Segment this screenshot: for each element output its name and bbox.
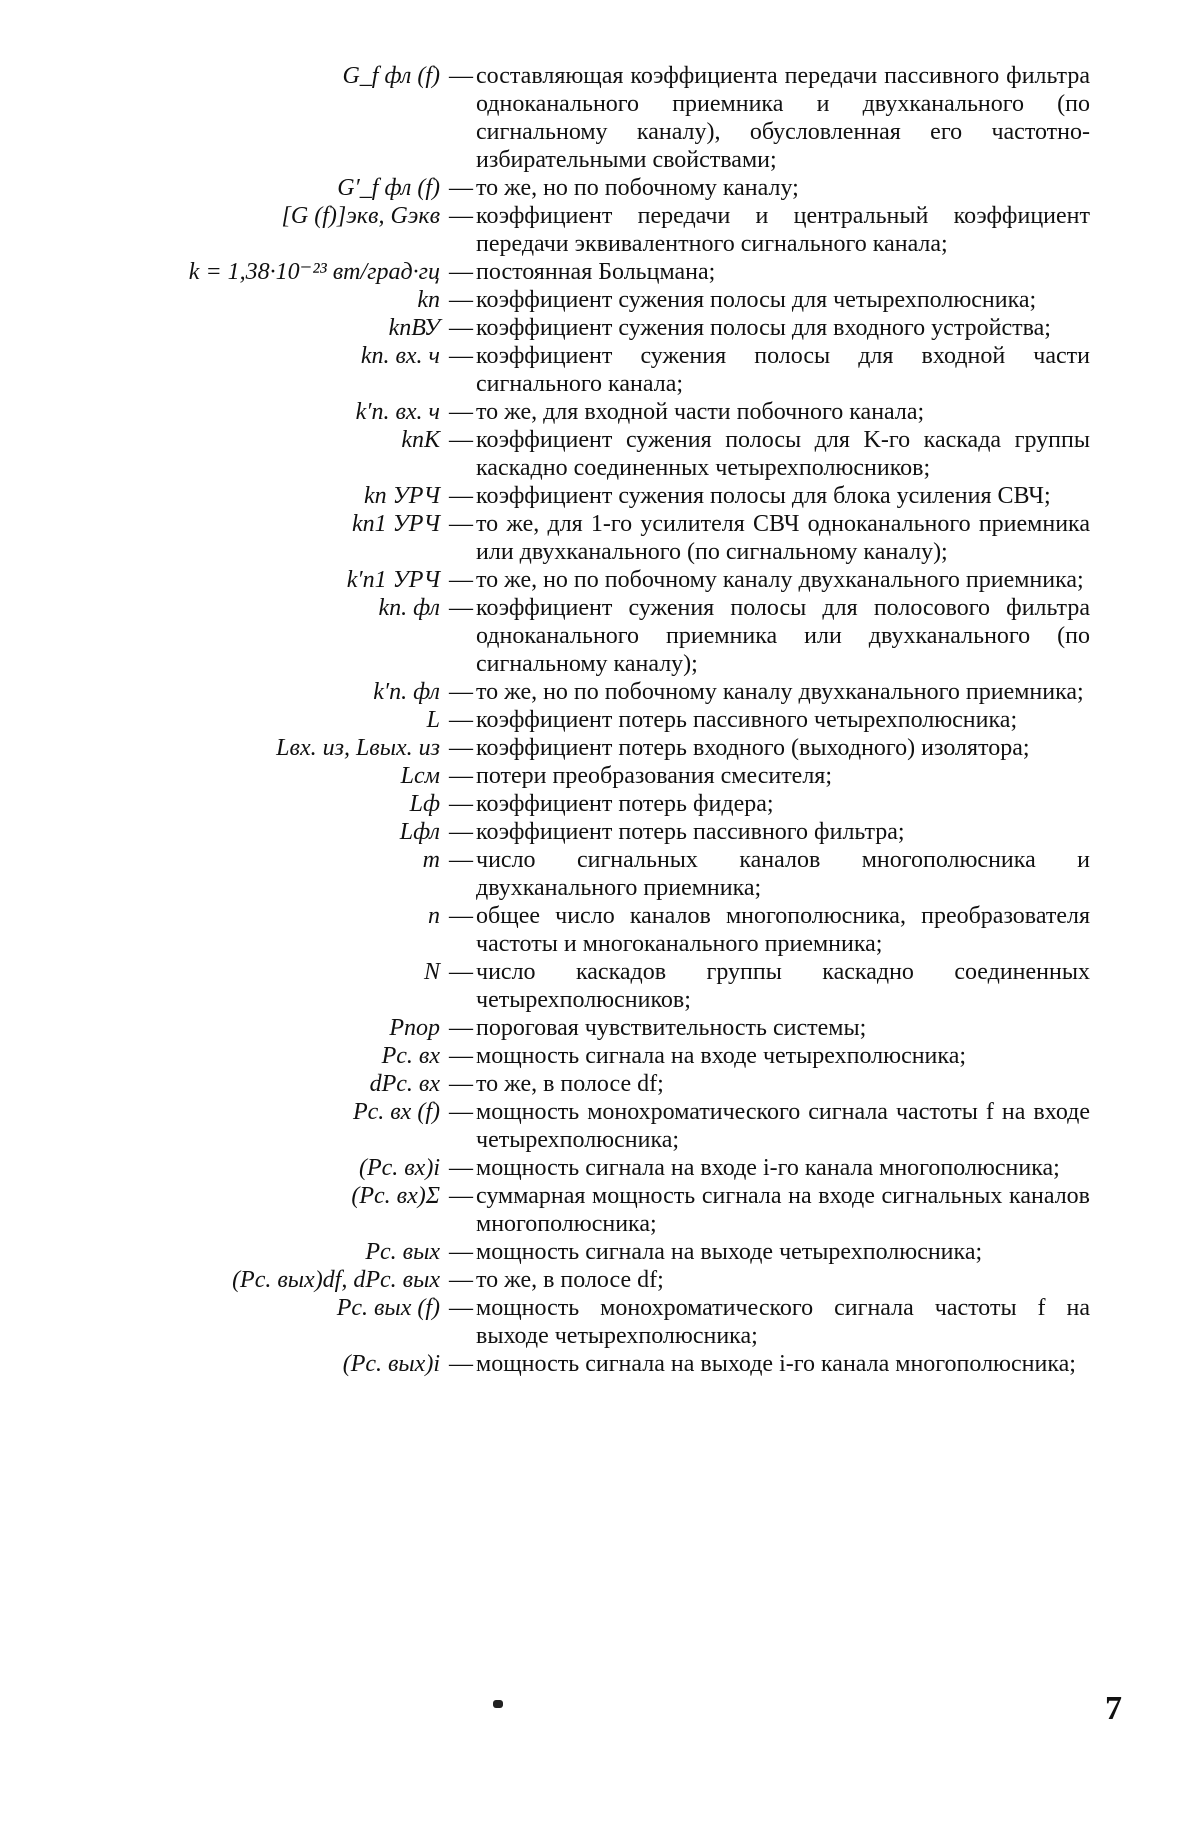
glossary-term: kп bbox=[150, 286, 446, 314]
glossary-entry bbox=[150, 1098, 1110, 1154]
glossary-description: составляющая коэффициента передачи пассивного фильтра одноканального приемника и двухканального (по сигнальному каналу), обусловленная его частотно-избирательными свойствами; bbox=[476, 62, 1110, 174]
glossary-term: L bbox=[150, 706, 446, 734]
em-dash: — bbox=[446, 398, 476, 426]
glossary-description: мощность монохроматического сигнала частоты f на выходе четырехполюсника; bbox=[476, 1294, 1110, 1350]
glossary-term: kпK bbox=[150, 426, 446, 454]
glossary-entry bbox=[150, 1042, 1110, 1070]
glossary-description: суммарная мощность сигнала на входе сигнальных каналов многополюсника; bbox=[476, 1182, 1110, 1238]
glossary-term: [G (f)]экв, Gэкв bbox=[150, 202, 446, 230]
em-dash: — bbox=[446, 762, 476, 790]
symbol-glossary bbox=[150, 62, 1110, 1378]
glossary-entry bbox=[150, 398, 1110, 426]
em-dash: — bbox=[446, 286, 476, 314]
em-dash: — bbox=[446, 62, 476, 90]
glossary-entry bbox=[150, 1154, 1110, 1182]
em-dash: — bbox=[446, 202, 476, 230]
glossary-description: то же, для входной части побочного канала; bbox=[476, 398, 1110, 426]
glossary-description: коэффициент сужения полосы для K-го каскада группы каскадно соединенных четырехполюсников; bbox=[476, 426, 1110, 482]
glossary-entry bbox=[150, 1238, 1110, 1266]
glossary-term: Pс. вых (f) bbox=[150, 1294, 446, 1322]
glossary-entry bbox=[150, 342, 1110, 398]
em-dash: — bbox=[446, 734, 476, 762]
glossary-term: m bbox=[150, 846, 446, 874]
em-dash: — bbox=[446, 1294, 476, 1322]
glossary-entry bbox=[150, 1182, 1110, 1238]
em-dash: — bbox=[446, 1350, 476, 1378]
glossary-entry bbox=[150, 678, 1110, 706]
glossary-description: постоянная Больцмана; bbox=[476, 258, 1110, 286]
em-dash: — bbox=[446, 594, 476, 622]
glossary-term: kп УРЧ bbox=[150, 482, 446, 510]
em-dash: — bbox=[446, 566, 476, 594]
glossary-term: n bbox=[150, 902, 446, 930]
glossary-entry bbox=[150, 314, 1110, 342]
glossary-description: общее число каналов многополюсника, преобразователя частоты и многоканального приемника; bbox=[476, 902, 1110, 958]
glossary-entry bbox=[150, 174, 1110, 202]
glossary-term: Pс. вх (f) bbox=[150, 1098, 446, 1126]
glossary-description: коэффициент сужения полосы для входного устройства; bbox=[476, 314, 1110, 342]
glossary-term: Lвх. из, Lвых. из bbox=[150, 734, 446, 762]
glossary-entry bbox=[150, 594, 1110, 678]
glossary-term: kпВУ bbox=[150, 314, 446, 342]
glossary-description: то же, но по побочному каналу двухканального приемника; bbox=[476, 678, 1110, 706]
glossary-term: (Pс. вх)i bbox=[150, 1154, 446, 1182]
glossary-term: Lфл bbox=[150, 818, 446, 846]
em-dash: — bbox=[446, 174, 476, 202]
glossary-entry bbox=[150, 426, 1110, 482]
em-dash: — bbox=[446, 1266, 476, 1294]
glossary-term: Pс. вых bbox=[150, 1238, 446, 1266]
glossary-description: то же, для 1-го усилителя СВЧ одноканального приемника или двухканального (по сигнальному каналу); bbox=[476, 510, 1110, 566]
glossary-term: (Pс. вых)i bbox=[150, 1350, 446, 1378]
em-dash: — bbox=[446, 790, 476, 818]
em-dash: — bbox=[446, 1070, 476, 1098]
glossary-term: Lсм bbox=[150, 762, 446, 790]
glossary-term: G_f фл (f) bbox=[150, 62, 446, 90]
glossary-entry bbox=[150, 62, 1110, 174]
glossary-description: коэффициент передачи и центральный коэффициент передачи эквивалентного сигнального канала; bbox=[476, 202, 1110, 258]
em-dash: — bbox=[446, 342, 476, 370]
glossary-description: число сигнальных каналов многополюсника и двухканального приемника; bbox=[476, 846, 1110, 902]
page-number: 7 bbox=[1105, 1690, 1122, 1728]
glossary-term: kп. фл bbox=[150, 594, 446, 622]
glossary-entry bbox=[150, 1014, 1110, 1042]
em-dash: — bbox=[446, 846, 476, 874]
em-dash: — bbox=[446, 258, 476, 286]
glossary-entry bbox=[150, 958, 1110, 1014]
em-dash: — bbox=[446, 1182, 476, 1210]
glossary-term: kп. вх. ч bbox=[150, 342, 446, 370]
glossary-description: коэффициент сужения полосы для четырехполюсника; bbox=[476, 286, 1110, 314]
document-page bbox=[0, 0, 1200, 1846]
em-dash: — bbox=[446, 818, 476, 846]
glossary-entry bbox=[150, 286, 1110, 314]
glossary-description: мощность сигнала на выходе четырехполюсника; bbox=[476, 1238, 1110, 1266]
glossary-entry bbox=[150, 1294, 1110, 1350]
glossary-term: G′_f фл (f) bbox=[150, 174, 446, 202]
glossary-entry bbox=[150, 510, 1110, 566]
em-dash: — bbox=[446, 482, 476, 510]
glossary-description: коэффициент потерь пассивного фильтра; bbox=[476, 818, 1110, 846]
glossary-term: Lф bbox=[150, 790, 446, 818]
glossary-description: мощность сигнала на выходе i-го канала многополюсника; bbox=[476, 1350, 1110, 1378]
glossary-description: число каскадов группы каскадно соединенных четырехполюсников; bbox=[476, 958, 1110, 1014]
glossary-description: коэффициент потерь пассивного четырехполюсника; bbox=[476, 706, 1110, 734]
em-dash: — bbox=[446, 314, 476, 342]
glossary-term: (Pс. вх)Σ bbox=[150, 1182, 446, 1210]
em-dash: — bbox=[446, 1238, 476, 1266]
glossary-entry bbox=[150, 566, 1110, 594]
glossary-description: пороговая чувствительность системы; bbox=[476, 1014, 1110, 1042]
em-dash: — bbox=[446, 678, 476, 706]
glossary-entry bbox=[150, 818, 1110, 846]
glossary-entry bbox=[150, 1350, 1110, 1378]
glossary-entry bbox=[150, 902, 1110, 958]
glossary-term: k′п. вх. ч bbox=[150, 398, 446, 426]
glossary-description: то же, но по побочному каналу двухканального приемника; bbox=[476, 566, 1110, 594]
em-dash: — bbox=[446, 706, 476, 734]
em-dash: — bbox=[446, 958, 476, 986]
em-dash: — bbox=[446, 1042, 476, 1070]
em-dash: — bbox=[446, 426, 476, 454]
glossary-description: мощность монохроматического сигнала частоты f на входе четырехполюсника; bbox=[476, 1098, 1110, 1154]
glossary-entry bbox=[150, 202, 1110, 258]
glossary-description: потери преобразования смесителя; bbox=[476, 762, 1110, 790]
glossary-term: k = 1,38·10⁻²³ вт/град·гц bbox=[150, 258, 446, 286]
glossary-entry bbox=[150, 762, 1110, 790]
glossary-term: N bbox=[150, 958, 446, 986]
glossary-description: то же, в полосе df; bbox=[476, 1070, 1110, 1098]
glossary-entry bbox=[150, 846, 1110, 902]
glossary-description: мощность сигнала на входе i-го канала многополюсника; bbox=[476, 1154, 1110, 1182]
glossary-term: Pпор bbox=[150, 1014, 446, 1042]
glossary-term: (Pс. вых)df, dPс. вых bbox=[150, 1266, 446, 1294]
glossary-term: kп1 УРЧ bbox=[150, 510, 446, 538]
em-dash: — bbox=[446, 902, 476, 930]
glossary-term: k′п1 УРЧ bbox=[150, 566, 446, 594]
glossary-description: коэффициент сужения полосы для входной части сигнального канала; bbox=[476, 342, 1110, 398]
em-dash: — bbox=[446, 1014, 476, 1042]
em-dash: — bbox=[446, 1098, 476, 1126]
glossary-term: Pс. вх bbox=[150, 1042, 446, 1070]
glossary-term: k′п. фл bbox=[150, 678, 446, 706]
glossary-entry bbox=[150, 734, 1110, 762]
glossary-entry bbox=[150, 790, 1110, 818]
print-mark bbox=[493, 1700, 503, 1708]
glossary-description: мощность сигнала на входе четырехполюсника; bbox=[476, 1042, 1110, 1070]
em-dash: — bbox=[446, 1154, 476, 1182]
glossary-entry bbox=[150, 258, 1110, 286]
glossary-description: коэффициент потерь входного (выходного) изолятора; bbox=[476, 734, 1110, 762]
glossary-entry bbox=[150, 482, 1110, 510]
glossary-description: то же, но по побочному каналу; bbox=[476, 174, 1110, 202]
glossary-entry bbox=[150, 1070, 1110, 1098]
glossary-description: то же, в полосе df; bbox=[476, 1266, 1110, 1294]
glossary-description: коэффициент потерь фидера; bbox=[476, 790, 1110, 818]
glossary-entry bbox=[150, 706, 1110, 734]
glossary-term: dPс. вх bbox=[150, 1070, 446, 1098]
glossary-description: коэффициент сужения полосы для полосового фильтра одноканального приемника или двухканального (по сигнальному каналу); bbox=[476, 594, 1110, 678]
glossary-description: коэффициент сужения полосы для блока усиления СВЧ; bbox=[476, 482, 1110, 510]
em-dash: — bbox=[446, 510, 476, 538]
glossary-entry bbox=[150, 1266, 1110, 1294]
